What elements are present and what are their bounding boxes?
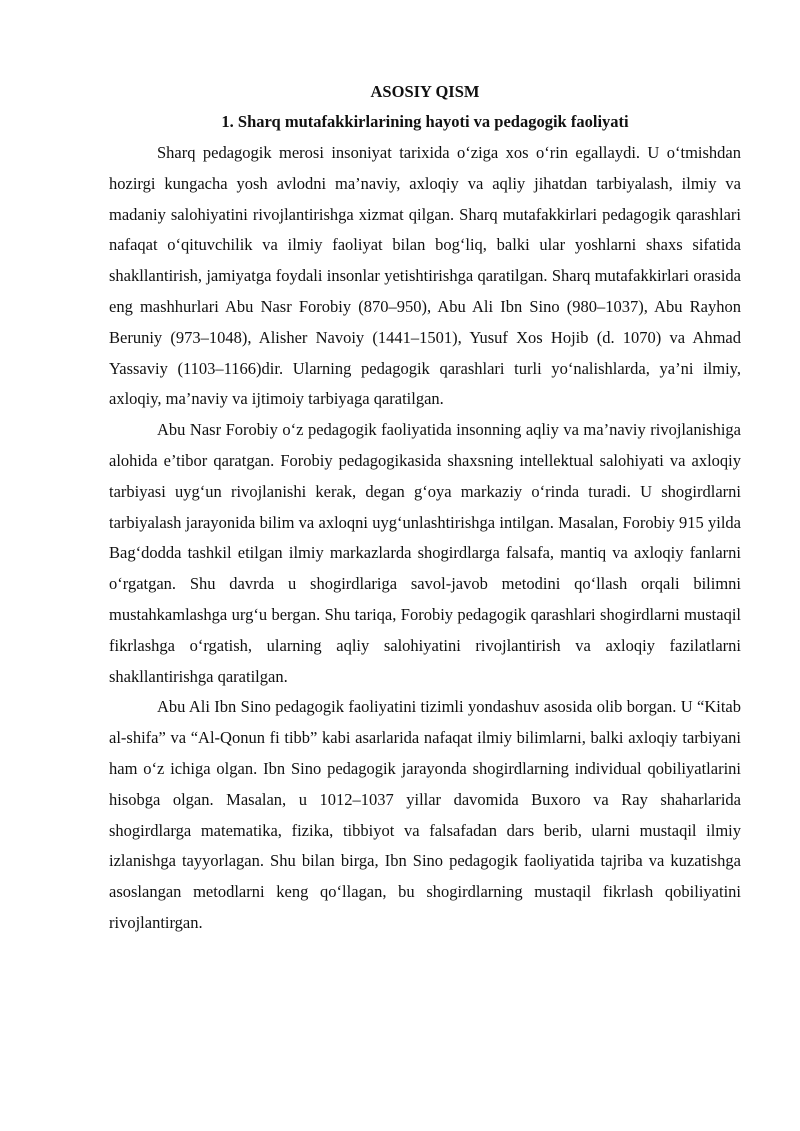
section-heading: 1. Sharq mutafakkirlarining hayoti va pedagogik faoliyati [221,112,629,131]
paragraph-intro: Sharq pedagogik merosi insoniyat tarixida o‘ziga xos o‘rin egallaydi. U o‘tmishdan hozirgi kungacha yosh avlodni ma’naviy, axloqiy va aqliy jihatdan tarbiyalash, ilmiy va madaniy salohiyatini rivojlantirishga xizmat qilgan. Sharq mutafakkirlari pedagogik qarashlari nafaqat o‘qituvchilik va ilmiy faoliyat bilan bog‘liq, balki ular yoshlarni shaxs sifatida shakllantirish, jamiyatga foydali insonlar yetishtirishga qaratilgan. Sharq mutafakkirlari orasida eng mashhurlari Abu Nasr Forobiy (870–950), Abu Ali Ibn Sino (980–1037), Abu Rayhon Beruniy (973–1048), Alisher Navoiy (1441–1501), Yusuf Xos Hojib (d. 1070) va Ahmad Yassaviy (1103–1166)dir. Ularning pedagogik qarashlari turli yo‘nalishlarda, ya’ni ilmiy, axloqiy, ma’naviy va ijtimoiy tarbiyaga qaratilgan. [109,143,741,409]
paragraph-forobiy: Abu Nasr Forobiy o‘z pedagogik faoliyatida insonning aqliy va ma’naviy rivojlanishiga alohida e’tibor qaratgan. Forobiy pedagogikasida shaxsning intellektual salohiyati va axloqiy tarbiyasi uyg‘un rivojlanishi kerak, degan g‘oya markaziy o‘rinda turadi. U shogirdlarni tarbiyalash jarayonida bilim va axloqni uyg‘unlashtirishga intilgan. Masalan, Forobiy 915 yilda Bag‘dodda tashkil etilgan ilmiy markazlarda shogirdlarga falsafa, mantiq va axloqiy fanlarni o‘rgatgan. Shu davrda u shogirdlariga savol-javob metodini qo‘llash orqali bilimni mustahkamlashga urg‘u bergan. Shu tariqa, Forobiy pedagogik qarashlari shogirdlarni mustaqil fikrlashga o‘rgatish, ularning aqliy salohiyatini rivojlantirish va axloqiy fazilatlarni shakllantirishga qaratilgan. [109,420,741,686]
page-title: ASOSIY QISM [370,82,480,101]
paragraph-ibn-sino: Abu Ali Ibn Sino pedagogik faoliyatini tizimli yondashuv asosida olib borgan. U “Kitab al-shifa” va “Al-Qonun fi tibb” kabi asarlarida nafaqat ilmiy bilimlarni, balki axloqiy tarbiyani ham o‘z ichiga olgan. Ibn Sino pedagogik jarayonda shogirdlarning individual qobiliyatlarini hisobga olgan. Masalan, u 1012–1037 yillar davomida Buxoro va Ray shaharlarida shogirdlarga matematika, fizika, tibbiyot va falsafadan dars berib, ularni mustaqil ilmiy izlanishga tayyorlagan. Shu bilan birga, Ibn Sino pedagogik faoliyatida tajriba va kuzatishga asoslangan metodlarni keng qo‘llagan, bu shogirdlarning mustaqil fikrlash qobiliyatini rivojlantirgan. [109,697,741,932]
page-content [109,82,741,939]
